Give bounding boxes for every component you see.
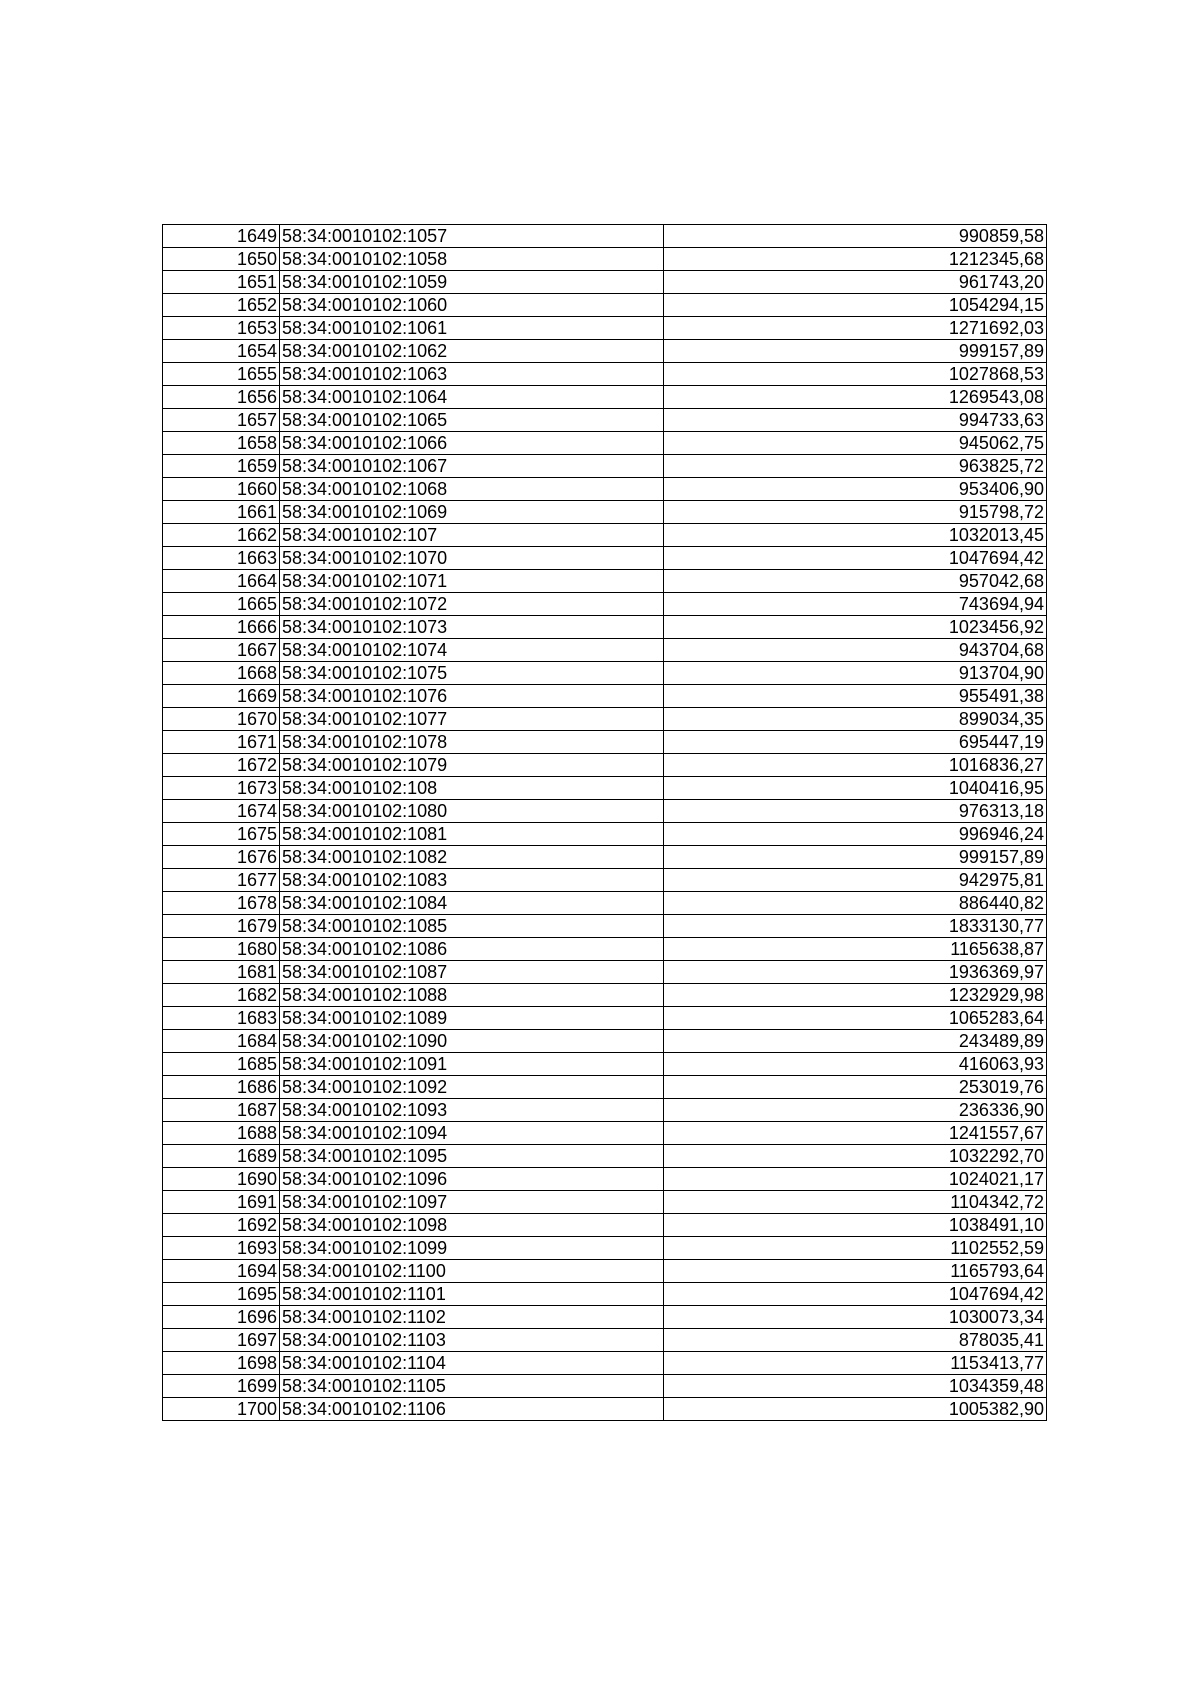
cadastral-number-cell: 58:34:0010102:108 <box>280 777 664 800</box>
cadastral-number-cell: 58:34:0010102:1075 <box>280 662 664 685</box>
row-number-cell: 1689 <box>163 1145 280 1168</box>
table-row <box>163 1053 1047 1076</box>
value-cell: 1030073,34 <box>664 1306 1047 1329</box>
cadastral-number-cell: 58:34:0010102:1105 <box>280 1375 664 1398</box>
cadastral-number-cell: 58:34:0010102:1092 <box>280 1076 664 1099</box>
table-row <box>163 616 1047 639</box>
cadastral-number-cell: 58:34:0010102:1066 <box>280 432 664 455</box>
value-cell: 1212345,68 <box>664 248 1047 271</box>
value-cell: 236336,90 <box>664 1099 1047 1122</box>
row-number-cell: 1666 <box>163 616 280 639</box>
table-row <box>163 1168 1047 1191</box>
row-number-cell: 1653 <box>163 317 280 340</box>
cadastral-number-cell: 58:34:0010102:1099 <box>280 1237 664 1260</box>
cadastral-number-cell: 58:34:0010102:1079 <box>280 754 664 777</box>
table-body <box>163 225 1047 1421</box>
value-cell: 1032292,70 <box>664 1145 1047 1168</box>
cadastral-number-cell: 58:34:0010102:1070 <box>280 547 664 570</box>
value-cell: 913704,90 <box>664 662 1047 685</box>
row-number-cell: 1691 <box>163 1191 280 1214</box>
row-number-cell: 1698 <box>163 1352 280 1375</box>
table-row <box>163 938 1047 961</box>
table-row <box>163 1030 1047 1053</box>
cadastral-value-table <box>162 224 1047 1421</box>
table-row <box>163 823 1047 846</box>
cadastral-number-cell: 58:34:0010102:1087 <box>280 961 664 984</box>
row-number-cell: 1677 <box>163 869 280 892</box>
row-number-cell: 1671 <box>163 731 280 754</box>
value-cell: 886440,82 <box>664 892 1047 915</box>
row-number-cell: 1656 <box>163 386 280 409</box>
row-number-cell: 1696 <box>163 1306 280 1329</box>
table-row <box>163 455 1047 478</box>
row-number-cell: 1667 <box>163 639 280 662</box>
cadastral-number-cell: 58:34:0010102:1073 <box>280 616 664 639</box>
table-row <box>163 846 1047 869</box>
cadastral-number-cell: 58:34:0010102:1095 <box>280 1145 664 1168</box>
row-number-cell: 1664 <box>163 570 280 593</box>
cadastral-number-cell: 58:34:0010102:1106 <box>280 1398 664 1421</box>
table-row <box>163 478 1047 501</box>
table-row <box>163 731 1047 754</box>
row-number-cell: 1680 <box>163 938 280 961</box>
row-number-cell: 1676 <box>163 846 280 869</box>
cadastral-number-cell: 58:34:0010102:1080 <box>280 800 664 823</box>
row-number-cell: 1682 <box>163 984 280 1007</box>
row-number-cell: 1665 <box>163 593 280 616</box>
value-cell: 743694,94 <box>664 593 1047 616</box>
value-cell: 996946,24 <box>664 823 1047 846</box>
table-row <box>163 1122 1047 1145</box>
row-number-cell: 1697 <box>163 1329 280 1352</box>
row-number-cell: 1675 <box>163 823 280 846</box>
value-cell: 243489,89 <box>664 1030 1047 1053</box>
cadastral-number-cell: 58:34:0010102:1068 <box>280 478 664 501</box>
cadastral-number-cell: 58:34:0010102:1094 <box>280 1122 664 1145</box>
cadastral-number-cell: 58:34:0010102:1093 <box>280 1099 664 1122</box>
row-number-cell: 1669 <box>163 685 280 708</box>
cadastral-number-cell: 58:34:0010102:1058 <box>280 248 664 271</box>
table-row <box>163 593 1047 616</box>
value-cell: 1038491,10 <box>664 1214 1047 1237</box>
row-number-cell: 1687 <box>163 1099 280 1122</box>
table-row <box>163 1375 1047 1398</box>
table-row <box>163 869 1047 892</box>
table-row <box>163 271 1047 294</box>
value-cell: 945062,75 <box>664 432 1047 455</box>
table-row <box>163 685 1047 708</box>
table-row <box>163 1145 1047 1168</box>
table-row <box>163 1191 1047 1214</box>
value-cell: 1102552,59 <box>664 1237 1047 1260</box>
row-number-cell: 1686 <box>163 1076 280 1099</box>
cadastral-number-cell: 58:34:0010102:1062 <box>280 340 664 363</box>
row-number-cell: 1661 <box>163 501 280 524</box>
row-number-cell: 1684 <box>163 1030 280 1053</box>
table-row <box>163 432 1047 455</box>
value-cell: 1034359,48 <box>664 1375 1047 1398</box>
row-number-cell: 1681 <box>163 961 280 984</box>
table-row <box>163 1352 1047 1375</box>
table-row <box>163 754 1047 777</box>
value-cell: 1005382,90 <box>664 1398 1047 1421</box>
value-cell: 961743,20 <box>664 271 1047 294</box>
row-number-cell: 1649 <box>163 225 280 248</box>
cadastral-number-cell: 58:34:0010102:1059 <box>280 271 664 294</box>
row-number-cell: 1700 <box>163 1398 280 1421</box>
table-row <box>163 409 1047 432</box>
value-cell: 942975,81 <box>664 869 1047 892</box>
cadastral-number-cell: 58:34:0010102:1088 <box>280 984 664 1007</box>
value-cell: 1040416,95 <box>664 777 1047 800</box>
row-number-cell: 1657 <box>163 409 280 432</box>
row-number-cell: 1663 <box>163 547 280 570</box>
row-number-cell: 1695 <box>163 1283 280 1306</box>
row-number-cell: 1670 <box>163 708 280 731</box>
table-row <box>163 1306 1047 1329</box>
row-number-cell: 1672 <box>163 754 280 777</box>
table-row <box>163 225 1047 248</box>
value-cell: 963825,72 <box>664 455 1047 478</box>
table-row <box>163 777 1047 800</box>
table-row <box>163 961 1047 984</box>
cadastral-number-cell: 58:34:0010102:1060 <box>280 294 664 317</box>
table-row <box>163 547 1047 570</box>
cadastral-number-cell: 58:34:0010102:107 <box>280 524 664 547</box>
table-row <box>163 1076 1047 1099</box>
table-row <box>163 248 1047 271</box>
cadastral-number-cell: 58:34:0010102:1077 <box>280 708 664 731</box>
cadastral-number-cell: 58:34:0010102:1072 <box>280 593 664 616</box>
value-cell: 1232929,98 <box>664 984 1047 1007</box>
value-cell: 1269543,08 <box>664 386 1047 409</box>
value-cell: 1047694,42 <box>664 1283 1047 1306</box>
value-cell: 1032013,45 <box>664 524 1047 547</box>
value-cell: 1054294,15 <box>664 294 1047 317</box>
value-cell: 878035,41 <box>664 1329 1047 1352</box>
cadastral-number-cell: 58:34:0010102:1067 <box>280 455 664 478</box>
cadastral-number-cell: 58:34:0010102:1076 <box>280 685 664 708</box>
row-number-cell: 1678 <box>163 892 280 915</box>
table-row <box>163 294 1047 317</box>
row-number-cell: 1690 <box>163 1168 280 1191</box>
table-row <box>163 340 1047 363</box>
value-cell: 1024021,17 <box>664 1168 1047 1191</box>
table-row <box>163 524 1047 547</box>
row-number-cell: 1660 <box>163 478 280 501</box>
table-row <box>163 1329 1047 1352</box>
row-number-cell: 1683 <box>163 1007 280 1030</box>
cadastral-number-cell: 58:34:0010102:1078 <box>280 731 664 754</box>
table-row <box>163 386 1047 409</box>
row-number-cell: 1659 <box>163 455 280 478</box>
row-number-cell: 1668 <box>163 662 280 685</box>
cadastral-number-cell: 58:34:0010102:1065 <box>280 409 664 432</box>
table-row <box>163 892 1047 915</box>
table-row <box>163 984 1047 1007</box>
cadastral-number-cell: 58:34:0010102:1081 <box>280 823 664 846</box>
table-row <box>163 1283 1047 1306</box>
row-number-cell: 1679 <box>163 915 280 938</box>
table-row <box>163 708 1047 731</box>
table-row <box>163 639 1047 662</box>
value-cell: 999157,89 <box>664 340 1047 363</box>
value-cell: 990859,58 <box>664 225 1047 248</box>
cadastral-number-cell: 58:34:0010102:1074 <box>280 639 664 662</box>
cadastral-number-cell: 58:34:0010102:1069 <box>280 501 664 524</box>
row-number-cell: 1658 <box>163 432 280 455</box>
cadastral-number-cell: 58:34:0010102:1084 <box>280 892 664 915</box>
value-cell: 1165638,87 <box>664 938 1047 961</box>
value-cell: 955491,38 <box>664 685 1047 708</box>
cadastral-number-cell: 58:34:0010102:1102 <box>280 1306 664 1329</box>
value-cell: 943704,68 <box>664 639 1047 662</box>
row-number-cell: 1651 <box>163 271 280 294</box>
value-cell: 253019,76 <box>664 1076 1047 1099</box>
value-cell: 957042,68 <box>664 570 1047 593</box>
cadastral-number-cell: 58:34:0010102:1090 <box>280 1030 664 1053</box>
cadastral-number-cell: 58:34:0010102:1096 <box>280 1168 664 1191</box>
table-row <box>163 1099 1047 1122</box>
value-cell: 953406,90 <box>664 478 1047 501</box>
cadastral-number-cell: 58:34:0010102:1063 <box>280 363 664 386</box>
value-cell: 1047694,42 <box>664 547 1047 570</box>
value-cell: 1027868,53 <box>664 363 1047 386</box>
cadastral-number-cell: 58:34:0010102:1101 <box>280 1283 664 1306</box>
row-number-cell: 1692 <box>163 1214 280 1237</box>
cadastral-number-cell: 58:34:0010102:1083 <box>280 869 664 892</box>
cadastral-number-cell: 58:34:0010102:1091 <box>280 1053 664 1076</box>
table-row <box>163 501 1047 524</box>
row-number-cell: 1655 <box>163 363 280 386</box>
cadastral-number-cell: 58:34:0010102:1071 <box>280 570 664 593</box>
value-cell: 1936369,97 <box>664 961 1047 984</box>
cadastral-number-cell: 58:34:0010102:1057 <box>280 225 664 248</box>
row-number-cell: 1662 <box>163 524 280 547</box>
value-cell: 976313,18 <box>664 800 1047 823</box>
value-cell: 994733,63 <box>664 409 1047 432</box>
cadastral-number-cell: 58:34:0010102:1098 <box>280 1214 664 1237</box>
cadastral-number-cell: 58:34:0010102:1085 <box>280 915 664 938</box>
row-number-cell: 1650 <box>163 248 280 271</box>
value-cell: 1241557,67 <box>664 1122 1047 1145</box>
table-row <box>163 1214 1047 1237</box>
cadastral-number-cell: 58:34:0010102:1064 <box>280 386 664 409</box>
table-row <box>163 915 1047 938</box>
row-number-cell: 1673 <box>163 777 280 800</box>
value-cell: 1271692,03 <box>664 317 1047 340</box>
row-number-cell: 1688 <box>163 1122 280 1145</box>
table-row <box>163 1007 1047 1030</box>
value-cell: 1833130,77 <box>664 915 1047 938</box>
table-row <box>163 800 1047 823</box>
cadastral-number-cell: 58:34:0010102:1061 <box>280 317 664 340</box>
table-row <box>163 662 1047 685</box>
row-number-cell: 1694 <box>163 1260 280 1283</box>
cadastral-number-cell: 58:34:0010102:1104 <box>280 1352 664 1375</box>
table-row <box>163 1237 1047 1260</box>
value-cell: 695447,19 <box>664 731 1047 754</box>
value-cell: 1065283,64 <box>664 1007 1047 1030</box>
row-number-cell: 1685 <box>163 1053 280 1076</box>
value-cell: 1016836,27 <box>664 754 1047 777</box>
table-row <box>163 363 1047 386</box>
cadastral-number-cell: 58:34:0010102:1097 <box>280 1191 664 1214</box>
cadastral-number-cell: 58:34:0010102:1082 <box>280 846 664 869</box>
value-cell: 915798,72 <box>664 501 1047 524</box>
table-row <box>163 1398 1047 1421</box>
row-number-cell: 1693 <box>163 1237 280 1260</box>
value-cell: 416063,93 <box>664 1053 1047 1076</box>
row-number-cell: 1654 <box>163 340 280 363</box>
cadastral-number-cell: 58:34:0010102:1086 <box>280 938 664 961</box>
table-row <box>163 317 1047 340</box>
cadastral-number-cell: 58:34:0010102:1100 <box>280 1260 664 1283</box>
value-cell: 1023456,92 <box>664 616 1047 639</box>
cadastral-number-cell: 58:34:0010102:1103 <box>280 1329 664 1352</box>
table-row <box>163 1260 1047 1283</box>
value-cell: 899034,35 <box>664 708 1047 731</box>
row-number-cell: 1652 <box>163 294 280 317</box>
value-cell: 1104342,72 <box>664 1191 1047 1214</box>
table-row <box>163 570 1047 593</box>
value-cell: 1153413,77 <box>664 1352 1047 1375</box>
value-cell: 999157,89 <box>664 846 1047 869</box>
row-number-cell: 1674 <box>163 800 280 823</box>
row-number-cell: 1699 <box>163 1375 280 1398</box>
value-cell: 1165793,64 <box>664 1260 1047 1283</box>
cadastral-number-cell: 58:34:0010102:1089 <box>280 1007 664 1030</box>
